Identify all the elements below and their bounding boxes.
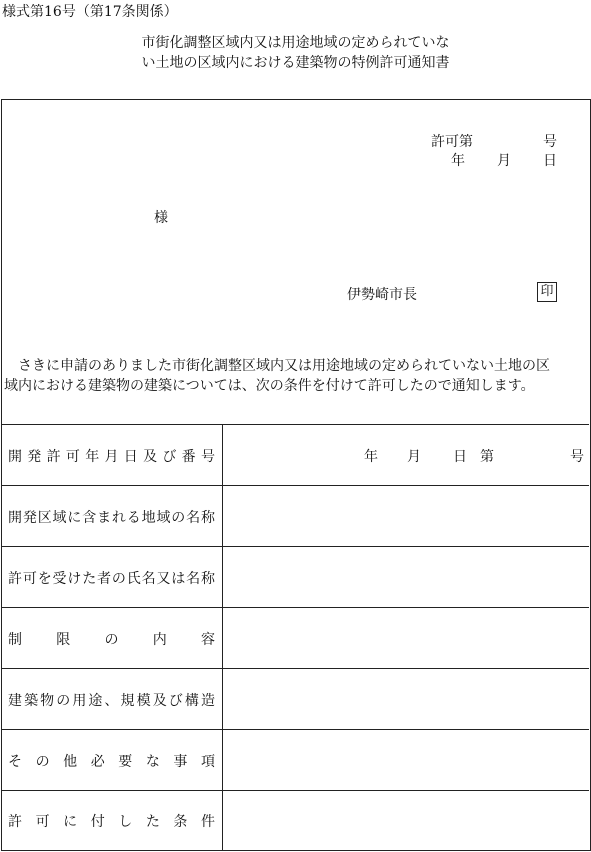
permit-number bbox=[431, 131, 557, 151]
notice-body-line-2: 域内における建築物の建築については、次の条件を付けて許可したので通知します。 bbox=[4, 378, 535, 394]
row-label-spaced bbox=[8, 507, 215, 527]
row-label-char: 域 bbox=[156, 509, 171, 526]
row-label bbox=[1, 608, 223, 669]
row-label-char: 件 bbox=[200, 813, 215, 830]
row-label-char: の bbox=[111, 570, 126, 587]
row-label-char: は bbox=[171, 570, 186, 587]
row-label-char: に bbox=[63, 813, 78, 830]
row-label-char: た bbox=[145, 813, 160, 830]
notice-body bbox=[4, 356, 586, 396]
row-label-char: 条 bbox=[173, 813, 188, 830]
row-label-char: 称 bbox=[200, 570, 215, 587]
row-label-char: 許 bbox=[46, 448, 61, 465]
permit-day: 日 bbox=[453, 448, 467, 465]
row-label-char: の bbox=[171, 509, 186, 526]
row-label-char: 名 bbox=[141, 570, 156, 587]
row-label-char: 月 bbox=[104, 448, 119, 465]
row-value bbox=[223, 791, 589, 850]
row-label-char: な bbox=[145, 753, 160, 770]
issuer-mayor: 伊勢崎市長 bbox=[347, 287, 417, 303]
row-label-char: 項 bbox=[200, 753, 215, 770]
table-row bbox=[1, 546, 589, 608]
row-label-spaced bbox=[8, 811, 215, 831]
row-label-char: の bbox=[56, 692, 71, 709]
row-label bbox=[1, 486, 223, 547]
row-value bbox=[223, 608, 589, 669]
row-label-char: に bbox=[67, 509, 82, 526]
row-value bbox=[223, 547, 589, 608]
table-row bbox=[1, 424, 589, 486]
row-label-char: 域 bbox=[52, 509, 67, 526]
title-line-2: い土地の区域内における建築物の特例許可通知書 bbox=[141, 55, 450, 71]
row-label-char: そ bbox=[8, 753, 22, 770]
row-label-char: 築 bbox=[24, 692, 39, 709]
row-label-char: た bbox=[82, 570, 97, 587]
row-label-char: 発 bbox=[27, 448, 42, 465]
issue-date-year: 年 bbox=[451, 153, 465, 169]
permit-number-prefix: 許可第 bbox=[431, 134, 473, 150]
row-label-char: し bbox=[118, 813, 133, 830]
row-label-char: び bbox=[162, 448, 177, 465]
row-label-char: 名 bbox=[186, 509, 201, 526]
issue-date-month: 月 bbox=[497, 153, 511, 169]
permit-date-number bbox=[223, 446, 589, 466]
row-value bbox=[223, 425, 589, 486]
row-label-spaced bbox=[8, 690, 215, 710]
row-label-char: 許 bbox=[8, 813, 22, 830]
permit-no-prefix: 第 bbox=[480, 448, 494, 465]
row-label-char: 可 bbox=[22, 570, 37, 587]
row-label-char: の bbox=[104, 631, 119, 648]
row-label-char: 途 bbox=[88, 692, 103, 709]
permit-no-suffix: 号 bbox=[570, 448, 584, 465]
row-label-char: 許 bbox=[8, 570, 22, 587]
row-label-char: の bbox=[35, 753, 50, 770]
row-label-char: 含 bbox=[82, 509, 97, 526]
row-label-spaced bbox=[8, 751, 215, 771]
row-label-char: る bbox=[126, 509, 141, 526]
row-label-char: 地 bbox=[141, 509, 156, 526]
permit-number-suffix: 号 bbox=[543, 134, 557, 150]
row-label-char: 発 bbox=[22, 509, 37, 526]
seal-mark: 印 bbox=[537, 282, 557, 302]
row-label-char: 年 bbox=[85, 448, 100, 465]
issue-date bbox=[451, 150, 557, 170]
table-row bbox=[1, 790, 589, 850]
row-label-char: 付 bbox=[90, 813, 105, 830]
permit-month: 月 bbox=[407, 448, 421, 465]
row-label-char: 名 bbox=[186, 570, 201, 587]
row-label bbox=[1, 669, 223, 730]
row-label-char: 要 bbox=[118, 753, 133, 770]
row-label-char: 制 bbox=[8, 631, 22, 648]
row-label-char: 容 bbox=[201, 631, 215, 648]
row-label-char: 用 bbox=[72, 692, 87, 709]
row-label bbox=[1, 791, 223, 850]
row-label-char: 限 bbox=[56, 631, 71, 648]
row-label bbox=[1, 547, 223, 608]
row-label-char: 受 bbox=[52, 570, 67, 587]
row-label-spaced bbox=[8, 629, 215, 649]
row-label-char: け bbox=[67, 570, 82, 587]
row-label-char: 又 bbox=[156, 570, 171, 587]
form-id: 様式第16号（第17条関係） bbox=[2, 4, 178, 20]
row-label-char: 他 bbox=[63, 753, 78, 770]
row-label-char: を bbox=[37, 570, 52, 587]
permit-year: 年 bbox=[364, 448, 378, 465]
row-label-char: 日 bbox=[123, 448, 138, 465]
row-label-char: 及 bbox=[152, 692, 167, 709]
notice-body-line-1: さきに申請のありました市街化調整区域内又は用途地域の定められていない土地の区 bbox=[18, 358, 550, 374]
row-label-char: 必 bbox=[90, 753, 105, 770]
row-label-char: 及 bbox=[143, 448, 158, 465]
issue-date-day: 日 bbox=[543, 153, 557, 169]
title-line-1: 市街化調整区域内又は用途地域の定められていな bbox=[141, 35, 450, 51]
row-label-char: 物 bbox=[40, 692, 55, 709]
row-label-char: 模 bbox=[136, 692, 151, 709]
row-label-char: 可 bbox=[65, 448, 80, 465]
row-value bbox=[223, 669, 589, 730]
row-label-char: 開 bbox=[8, 448, 22, 465]
row-label bbox=[1, 730, 223, 791]
row-label-char: 構 bbox=[184, 692, 199, 709]
table-row bbox=[1, 668, 589, 730]
row-value bbox=[223, 730, 589, 791]
addressee: 様 bbox=[154, 210, 168, 226]
table-row bbox=[1, 729, 589, 791]
row-label-char: 造 bbox=[200, 692, 215, 709]
row-label-char: 号 bbox=[200, 448, 215, 465]
row-label bbox=[1, 425, 223, 486]
row-label-char: 規 bbox=[120, 692, 135, 709]
row-label-char: 氏 bbox=[126, 570, 141, 587]
row-label-char: 開 bbox=[8, 509, 22, 526]
row-label-char: 者 bbox=[97, 570, 112, 587]
document-title bbox=[0, 33, 591, 73]
row-label-char: 番 bbox=[181, 448, 196, 465]
row-label-char: 事 bbox=[173, 753, 188, 770]
row-label-char: ま bbox=[97, 509, 112, 526]
row-label-char: 区 bbox=[37, 509, 52, 526]
row-label-spaced bbox=[8, 568, 215, 588]
row-label-char: 建 bbox=[8, 692, 22, 709]
row-label-char: 可 bbox=[35, 813, 50, 830]
table-row bbox=[1, 485, 589, 547]
table-row bbox=[1, 607, 589, 669]
row-label-char: 称 bbox=[200, 509, 215, 526]
row-label-char: 、 bbox=[104, 692, 119, 709]
row-value bbox=[223, 486, 589, 547]
row-label-char: れ bbox=[111, 509, 126, 526]
row-label-char: び bbox=[168, 692, 183, 709]
row-label-spaced bbox=[8, 446, 215, 466]
row-label-char: 内 bbox=[152, 631, 167, 648]
